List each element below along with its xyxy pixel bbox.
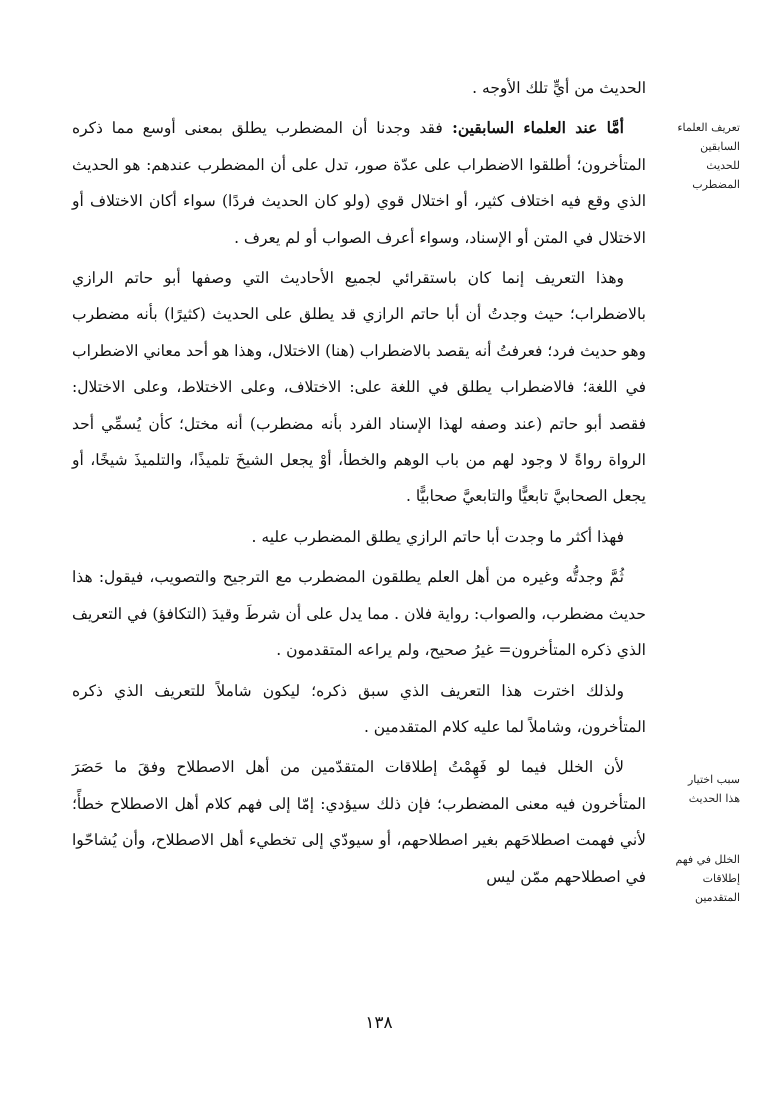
paragraph-3: [72, 260, 646, 515]
paragraph-5-text: ثُمَّ وجدتُّه وغيره من أهل العلم يطلقون المضطرب مع الترجيح والتصويب، فيقول: هذا حديث مضطرب، والصواب: رواية فلان . مما يدل على أن شرطَ وقيدَ (التكافؤ) في التعريف الذي ذكره المتأخرون= غيرُ صحيح، ولم يراعه المتقدمون .: [72, 568, 646, 660]
paragraph-4-text: فهذا أكثر ما وجدت أبا حاتم الرازي يطلق المضطرب عليه .: [251, 527, 624, 546]
paragraph-2-text: فقد وجدنا أن المضطرب يطلق بمعنى أوسع مما ذكره المتأخرون؛ أطلقوا الاضطراب على عدّة صور، تدل على أن المضطرب عندهم: هو الحديث الذي وقع فيه اختلاف كثير، أو اختلال قوي (ولو كان الحديث فردًا) سواء أكان الاختلاف أو الاختلال في المتن أو الإسناد، وسواء أعرف الصواب أو لم يعرف .: [72, 119, 646, 247]
paragraph-2-heading: أمَّا عند العلماء السابقين:: [442, 118, 624, 138]
paragraph-1: [72, 70, 646, 106]
paragraph-1-text: الحديث من أيٍّ تلك الأوجه .: [472, 79, 646, 97]
margin-note-reason: سبب اختيار هذا الحديث: [688, 773, 740, 805]
main-text: [72, 70, 646, 895]
paragraph-7: [72, 749, 646, 895]
paragraph-7-text: لأن الخلل فيما لو فَهِمْتُ إطلاقات المتقدّمين من أهل الاصطلاح وفقَ ما حَصَرَ المتأخرون فيه معنى المضطرب؛ فإن ذلك سيؤدي: إمّا إلى فهم كلام أهل الاصطلاح خطأً؛ لأني فهمت اصطلاحَهم بغير اصطلاحهم، أو سيودّي إلى تخطيء أهل الاصطلاح، وأن يُشاحّوا في اصطلاحهم ممّن ليس: [72, 758, 646, 886]
paragraph-2: [72, 110, 646, 256]
paragraph-6: [72, 673, 646, 746]
margin-note-definition: تعريف العلماء السابقين للحديث المضطرب: [677, 121, 740, 191]
paragraph-6-text: ولذلك اخترت هذا التعريف الذي سبق ذكره؛ ليكون شاملاً للتعريف الذي ذكره المتأخرون، وشاملاً لما عليه كلام المتقدمين .: [72, 681, 646, 736]
paragraph-5: [72, 559, 646, 668]
paragraph-4: [72, 519, 646, 555]
page-number: ١٣٨: [365, 1013, 393, 1033]
margin-note-flaw: الخلل في فهم إطلاقات المتقدمين: [675, 853, 740, 904]
paragraph-3-text: وهذا التعريف إنما كان باستقرائي لجميع الأحاديث التي وصفها أبو حاتم الرازي بالاضطراب؛ حيث وجدتُ أن أبا حاتم الرازي قد يطلق على الحديث (كثيرًا) بأنه مضطرب وهو حديث فرد؛ فعرفتُ أنه يقصد بالاضطراب (هنا) الاختلال، وهذا هو أحد معاني الاضطراب في اللغة؛ فالاضطراب يطلق في اللغة على: الاختلاف، وعلى الاختلاط، وعلى الاختلال: فقصد أبو حاتم (عند وصفه لهذا الإسناد الفرد بأنه مضطرب) أنه مختل؛ كأن يُسمِّي أحد الرواة رواةً لا وجود لهم من باب الوهم والخطأ، أوْ يجعل الشيخَ تلميذًا، والتلميذَ شيخًا، أو يجعل الصحابيَّ تابعيًّا والتابعيَّ صحابيًّا .: [72, 269, 646, 506]
